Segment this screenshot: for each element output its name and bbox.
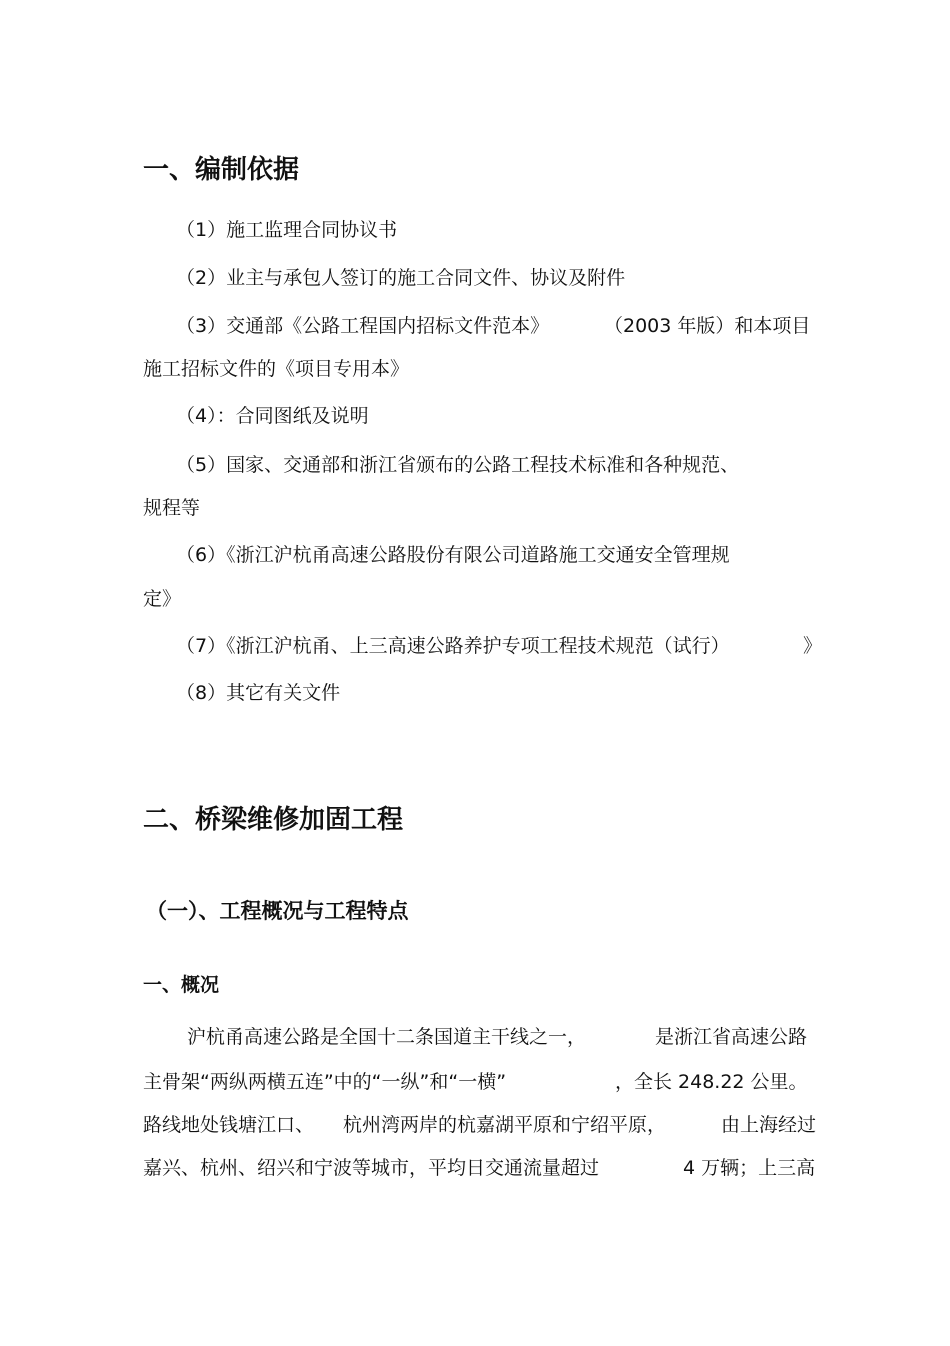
list-item: （7）《浙江沪杭甬、上三高速公路养护专项工程技术规范（试行） — [176, 635, 730, 657]
list-item: （8）其它有关文件 — [176, 682, 341, 704]
list-item-wrap: 定》 — [143, 588, 182, 610]
list-item-wrap: 施工招标文件的《项目专用本》 — [143, 358, 410, 380]
text-run: 是浙江省高速公路 — [655, 1026, 808, 1048]
subsubsection-title: 一、概况 — [143, 974, 220, 996]
list-item-continued: 》 — [803, 635, 823, 657]
section-title-basis: 一、编制依据 — [143, 155, 300, 185]
text-run: 沪杭甬高速公路是全国十二条国道主干线之一， — [187, 1026, 587, 1048]
list-item: （3）交通部《公路工程国内招标文件范本》 — [176, 315, 550, 337]
text-run: 主骨架“两纵两横五连”中的“一纵”和“一横” — [143, 1071, 507, 1093]
text-run: 4 万辆；上三高 — [683, 1157, 816, 1179]
list-item-wrap: 规程等 — [143, 497, 201, 519]
list-item: （5）国家、交通部和浙江省颁布的公路工程技术标准和各种规范、 — [176, 454, 740, 476]
text-run: 嘉兴、杭州、绍兴和宁波等城市，平均日交通流量超过 — [143, 1157, 600, 1179]
subsection-title: （一）、工程概况与工程特点 — [146, 899, 409, 923]
list-item: （4）：合同图纸及说明 — [176, 405, 369, 427]
section-title-bridge: 二、桥梁维修加固工程 — [143, 805, 404, 835]
text-run: 路线地处钱塘江口、 — [143, 1114, 315, 1136]
list-item: （6）《浙江沪杭甬高速公路股份有限公司道路施工交通安全管理规 — [176, 544, 730, 566]
list-item: （2）业主与承包人签订的施工合同文件、协议及附件 — [176, 267, 626, 289]
text-run: ，全长 248.22 公里。 — [615, 1071, 808, 1093]
list-item: （1）施工监理合同协议书 — [176, 219, 398, 241]
text-run: 杭州湾两岸的杭嘉湖平原和宁绍平原， — [343, 1114, 667, 1136]
text-run: 由上海经过 — [721, 1114, 817, 1136]
list-item-continued: （2003 年版）和本项目 — [604, 315, 811, 337]
